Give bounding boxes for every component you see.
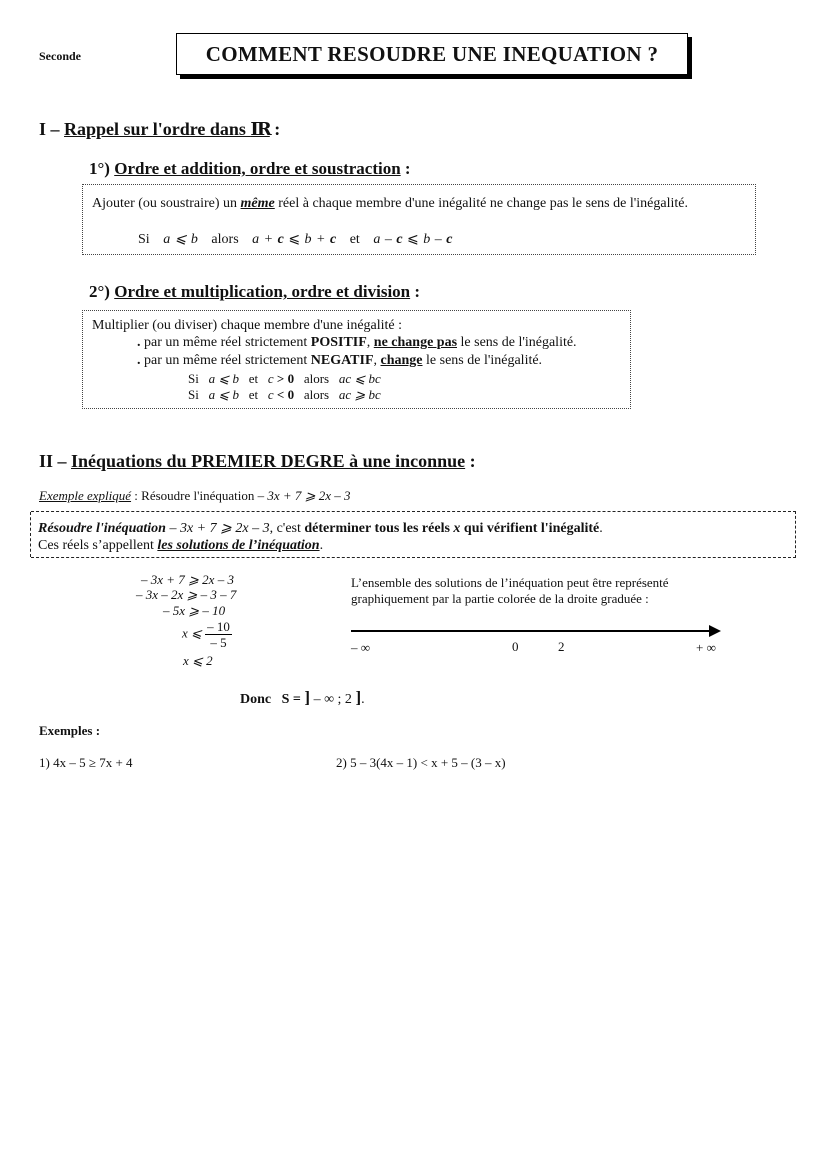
exercise-1: 1) 4x – 5 ≥ 7x + 4 <box>39 755 133 770</box>
subsection-1-title: Ordre et addition, ordre et soustraction <box>114 159 401 178</box>
graph-caption-2: graphiquement par la partie colorée de la droite graduée : <box>351 591 649 606</box>
section-1-title: Rappel sur l'ordre dans IR <box>64 119 270 140</box>
emphasis-meme: même <box>240 196 275 211</box>
subsection-2-number: 2°) <box>89 282 115 301</box>
negative-rule: . par un même réel strictement NEGATIF, change le sens de l'inégalité. <box>137 353 543 368</box>
addition-rule-text: Ajouter (ou soustraire) un même réel à chaque membre d'une inégalité ne change pas le sens de l'inégalité. <box>92 196 688 211</box>
positive-formula: Si a ⩽ b et c > 0 alors ac ⩽ bc <box>188 371 381 386</box>
class-level: Seconde <box>39 49 81 63</box>
section-1-heading: I – Rappel sur l'ordre dans IR : <box>39 119 281 140</box>
step-1: – 3x + 7 ⩾ 2x – 3 <box>141 572 234 587</box>
axis-label-zero: 0 <box>512 639 519 654</box>
real-numbers-symbol: IR <box>250 119 270 140</box>
definition-line-2: Ces réels s’appellent les solutions de l’inéquation. <box>38 538 324 553</box>
exercise-2: 2) 5 – 3(4x – 1) < x + 5 – (3 – x) <box>336 755 506 770</box>
number-line <box>351 630 711 632</box>
addition-rule-box <box>82 184 756 255</box>
section-2-numeral: II – <box>39 451 72 471</box>
negative-formula: Si a ⩽ b et c < 0 alors ac ⩾ bc <box>188 387 381 402</box>
fraction-denominator: – 5 <box>210 635 227 650</box>
worked-example-label: Exemple expliqué <box>39 488 132 503</box>
multiplication-intro: Multiplier (ou diviser) chaque membre d'une inégalité : <box>92 318 403 333</box>
axis-label-plus-infinity: + ∞ <box>696 640 716 655</box>
subsection-1-number: 1°) <box>89 159 115 178</box>
exercises-title: Exemples : <box>39 723 101 738</box>
subsection-2-heading: 2°) Ordre et multiplication, ordre et division : <box>89 282 421 301</box>
section-2-heading: II – Inéquations du PREMIER DEGRE à une inconnue : <box>39 451 476 471</box>
subsection-1-heading: 1°) Ordre et addition, ordre et soustraction : <box>89 159 411 178</box>
solutions-term: les solutions de l’inéquation <box>157 538 320 553</box>
definition-line-1: Résoudre l'inéquation – 3x + 7 ⩾ 2x – 3, c'est déterminer tous les réels x qui vérifient l'inégalité. <box>38 521 603 536</box>
graph-caption-1: L’ensemble des solutions de l’inéquation peut être représenté <box>351 575 669 590</box>
multiplication-rule-box <box>82 310 631 409</box>
step-3: – 5x ⩾ – 10 <box>163 603 226 618</box>
section-2-title: Inéquations du PREMIER DEGRE à une inconnue <box>71 451 466 471</box>
fraction-numerator: – 10 <box>207 619 230 634</box>
addition-rule-formula: Si a ⩽ b alors a + c ⩽ b + c et a – c ⩽ b – c <box>138 232 453 247</box>
subsection-2-title: Ordre et multiplication, ordre et division <box>114 282 411 301</box>
step-2: – 3x – 2x ⩾ – 3 – 7 <box>136 587 237 602</box>
axis-label-minus-infinity: – ∞ <box>351 640 371 655</box>
step-4-fraction: x ⩽ $\frac{- 10}{- 5}$ <box>182 619 230 650</box>
page-title: COMMENT RESOUDRE UNE INEQUATION ? <box>176 33 688 75</box>
step-5: x ⩽ 2 <box>183 653 213 668</box>
solution-set: Donc S = ] – ∞ ; 2 ]. <box>240 688 365 707</box>
axis-label-two: 2 <box>558 639 565 654</box>
definition-box <box>31 511 796 558</box>
section-1-numeral: I – <box>39 119 65 139</box>
positive-rule: . par un même réel strictement POSITIF, ne change pas le sens de l'inégalité. <box>137 335 577 350</box>
number-line-arrow-icon <box>709 625 721 637</box>
worked-example-line: Exemple expliqué : Résoudre l'inéquation – 3x + 7 ⩾ 2x – 3 <box>39 488 351 503</box>
